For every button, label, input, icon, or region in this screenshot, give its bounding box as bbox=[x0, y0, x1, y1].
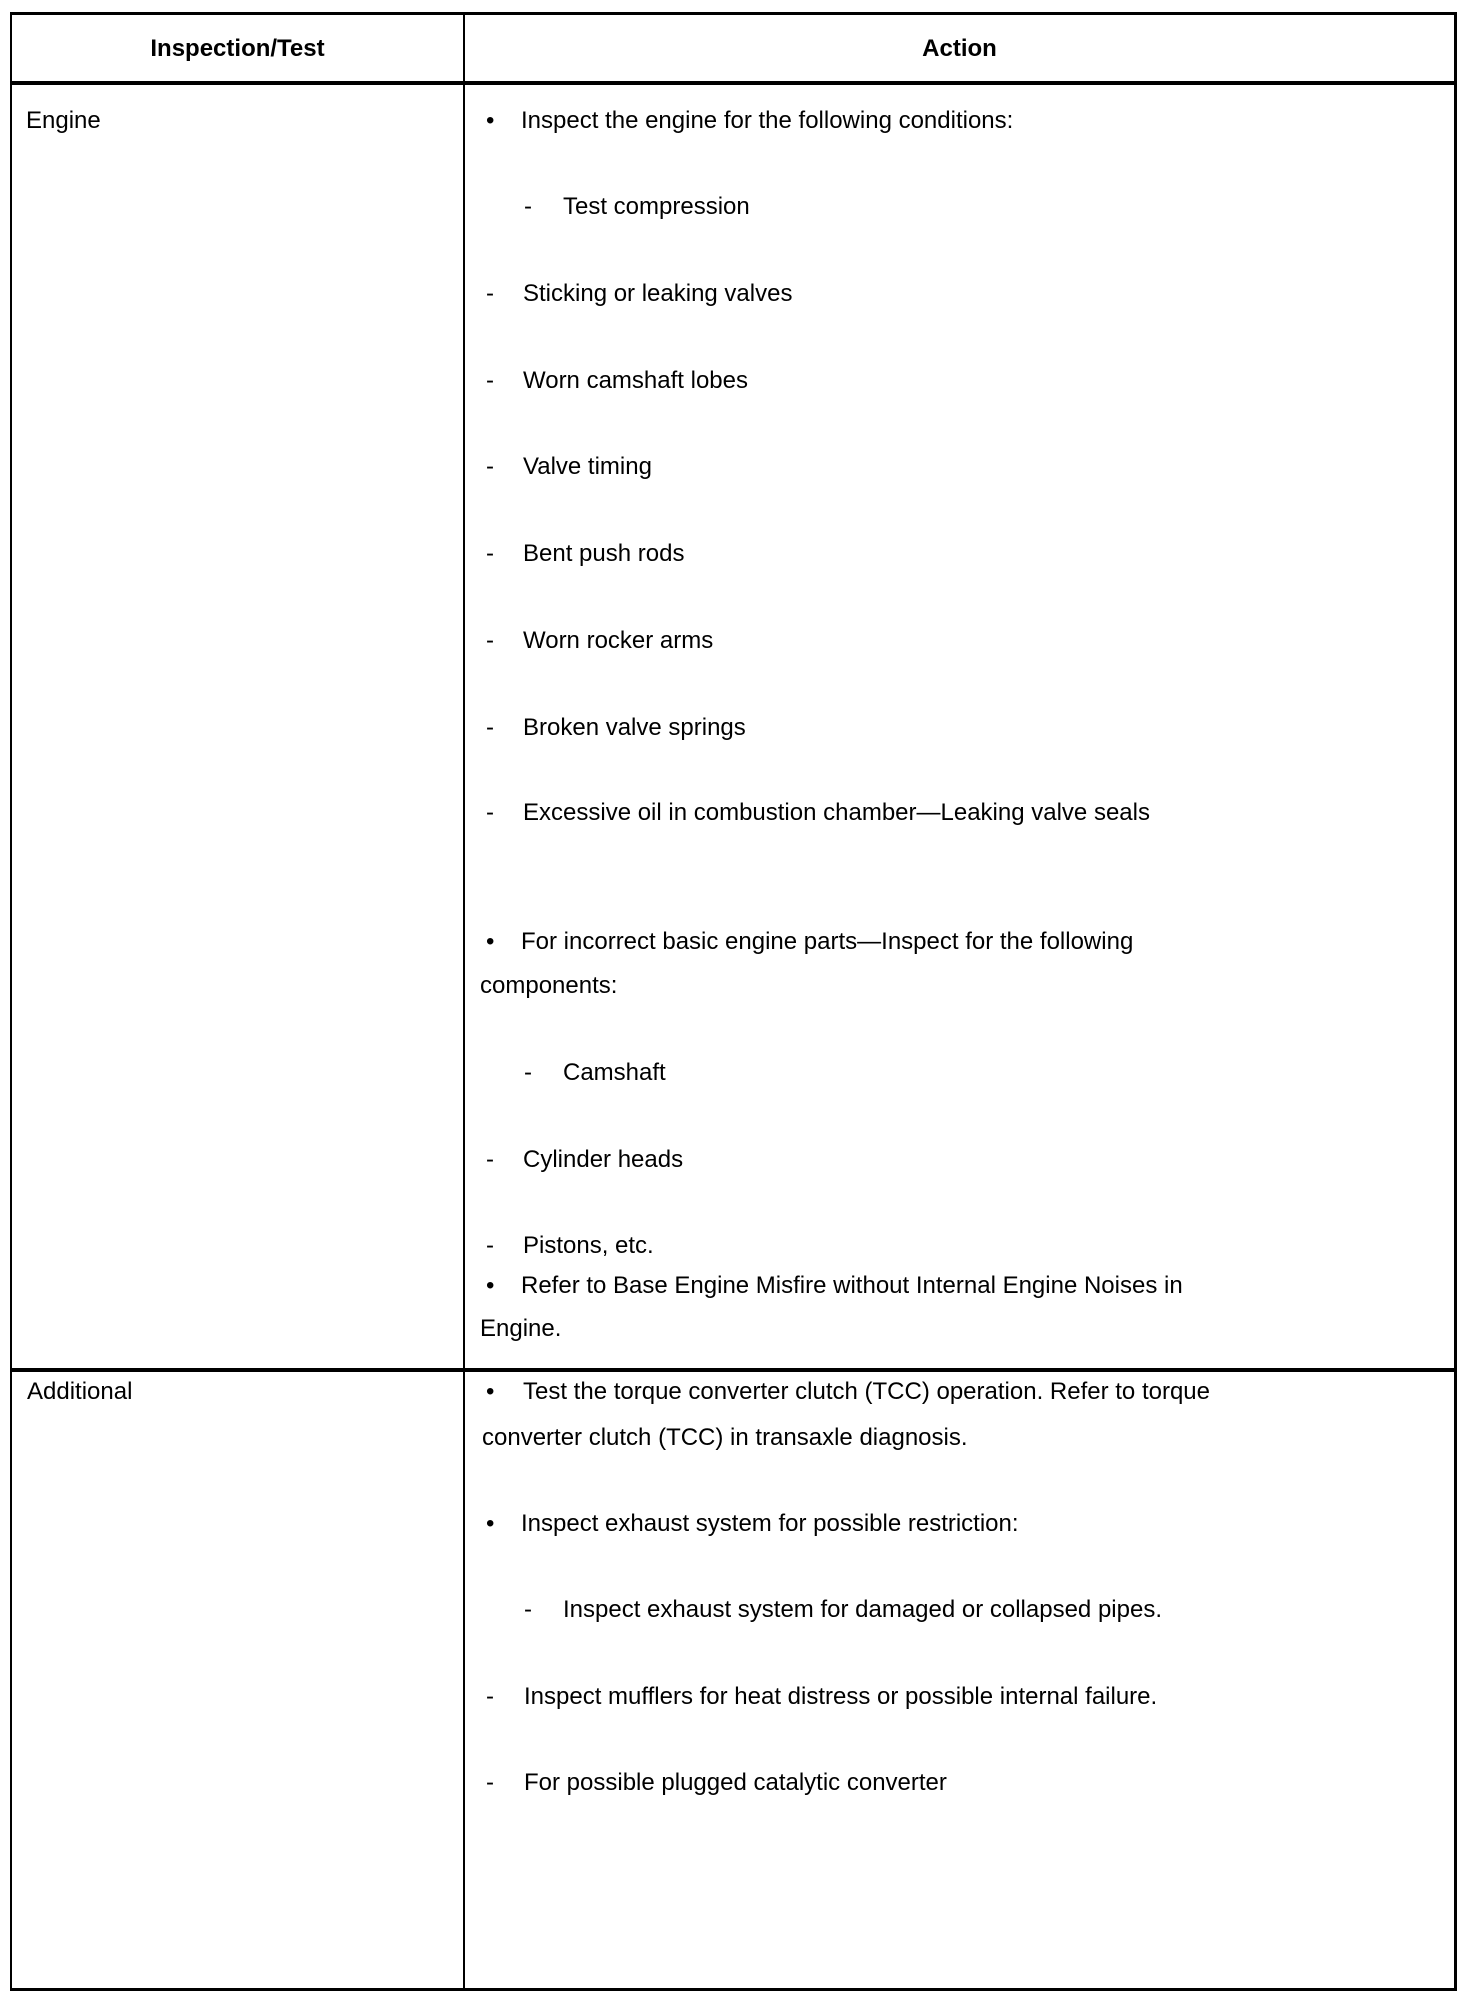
dash-icon: - bbox=[486, 1769, 494, 1796]
dash-icon: - bbox=[486, 627, 494, 654]
action-line: Sticking or leaking valves bbox=[523, 280, 793, 307]
action-line: Inspect the engine for the following conditions: bbox=[521, 107, 1014, 134]
row-label-engine: Engine bbox=[26, 107, 101, 134]
action-line: Refer to Base Engine Misfire without Internal Engine Noises in bbox=[521, 1272, 1183, 1299]
header-inspection-test: Inspection/Test bbox=[150, 35, 325, 62]
dash-icon: - bbox=[486, 540, 494, 567]
action-line: For possible plugged catalytic converter bbox=[524, 1769, 947, 1796]
action-line: For incorrect basic engine parts—Inspect for the following bbox=[521, 928, 1134, 955]
header-divider bbox=[10, 81, 1457, 85]
action-line: Inspect exhaust system for damaged or collapsed pipes. bbox=[563, 1596, 1162, 1623]
action-line: Inspect mufflers for heat distress or possible internal failure. bbox=[524, 1683, 1158, 1710]
dash-icon: - bbox=[486, 280, 494, 307]
dash-icon: - bbox=[486, 453, 494, 480]
action-line: Valve timing bbox=[523, 453, 652, 480]
bullet-icon: • bbox=[486, 1272, 495, 1299]
column-divider bbox=[463, 12, 465, 1991]
table-border-bottom bbox=[10, 1988, 1457, 1991]
bullet-icon: • bbox=[486, 107, 495, 134]
action-line: components: bbox=[480, 972, 618, 999]
table-border-right bbox=[1454, 12, 1457, 1991]
bullet-icon: • bbox=[486, 1510, 495, 1537]
dash-icon: - bbox=[524, 1596, 532, 1623]
action-line: Inspect exhaust system for possible restriction: bbox=[521, 1510, 1019, 1537]
dash-icon: - bbox=[486, 367, 494, 394]
table-border-left bbox=[10, 12, 12, 1991]
action-line: Worn rocker arms bbox=[523, 627, 714, 654]
action-line: Broken valve springs bbox=[523, 714, 746, 741]
dash-icon: - bbox=[486, 1232, 494, 1259]
row-label-additional: Additional bbox=[27, 1378, 133, 1405]
header-action: Action bbox=[922, 35, 997, 62]
action-line: Bent push rods bbox=[523, 540, 685, 567]
action-line: Excessive oil in combustion chamber—Leaking valve seals bbox=[523, 799, 1150, 826]
action-line: Pistons, etc. bbox=[523, 1232, 654, 1259]
action-line: Cylinder heads bbox=[523, 1146, 684, 1173]
action-line: Test the torque converter clutch (TCC) operation. Refer to torque bbox=[523, 1378, 1210, 1405]
bullet-icon: • bbox=[486, 1378, 495, 1405]
row-divider bbox=[10, 1368, 1457, 1372]
dash-icon: - bbox=[486, 1146, 494, 1173]
bullet-icon: • bbox=[486, 928, 495, 955]
dash-icon: - bbox=[486, 799, 494, 826]
action-line: Test compression bbox=[563, 193, 750, 220]
dash-icon: - bbox=[486, 1683, 494, 1710]
action-line: converter clutch (TCC) in transaxle diagnosis. bbox=[482, 1424, 968, 1451]
dash-icon: - bbox=[524, 1059, 532, 1086]
dash-icon: - bbox=[486, 714, 494, 741]
dash-icon: - bbox=[524, 193, 532, 220]
table-border-top bbox=[10, 12, 1457, 15]
action-line: Worn camshaft lobes bbox=[523, 367, 748, 394]
action-line: Camshaft bbox=[563, 1059, 666, 1086]
action-line: Engine. bbox=[480, 1315, 562, 1342]
